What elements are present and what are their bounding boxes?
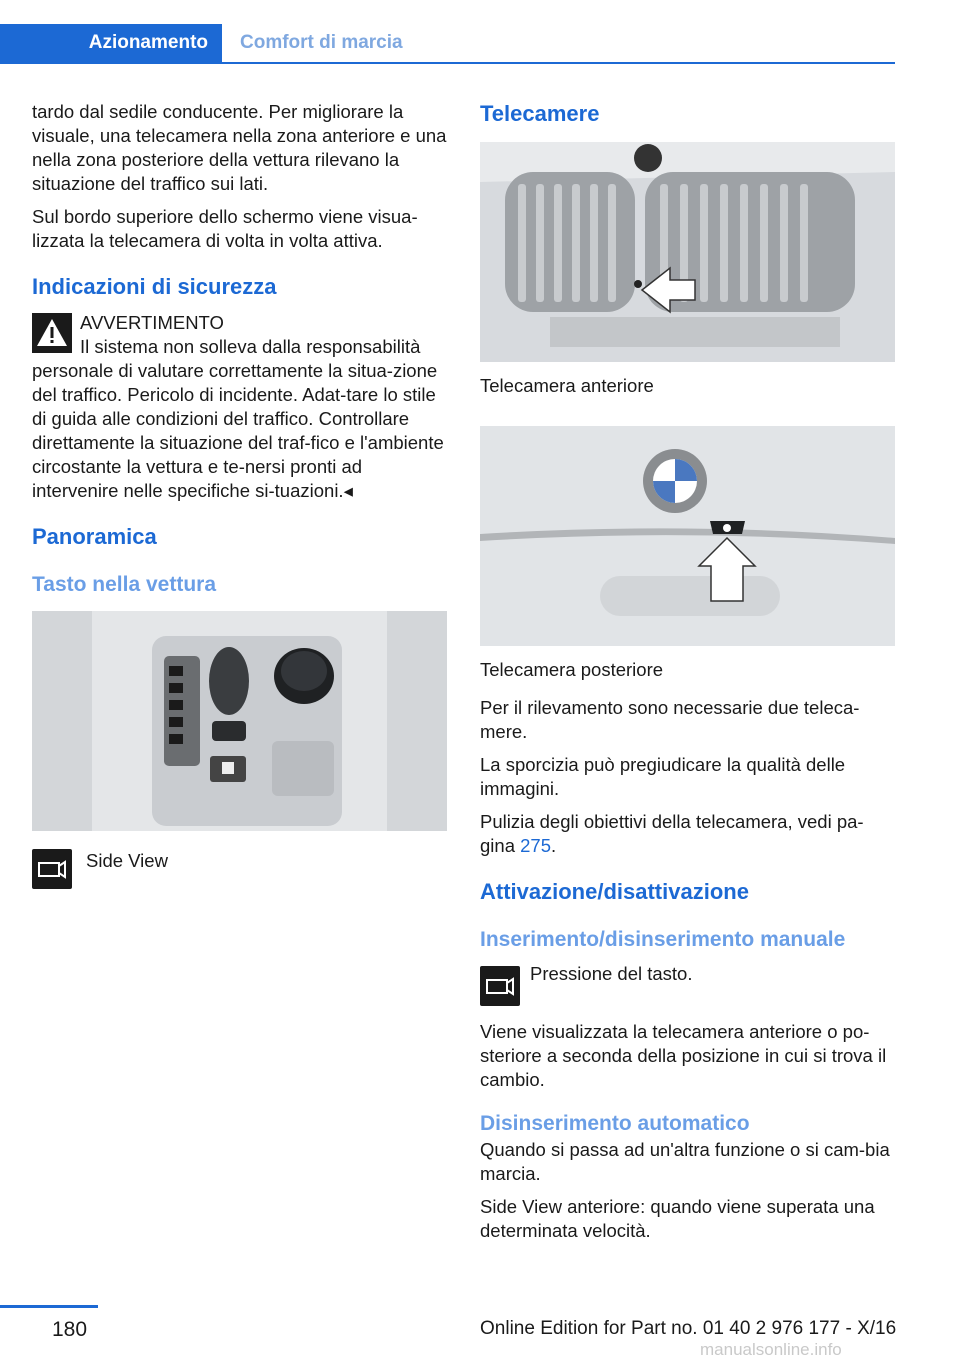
warning-text: Il sistema non solleva dalla responsabilità personale di valutare correttamente la situa-zione del traffico. Pericolo di incidente. Adat-tare lo stile di guida alle condizioni del traffico. Controllare direttamente la situazione del traf-fico e l'ambiente circostante la vettura e te-nersi pronti ad intervenire nelle specifiche si-tuazioni.◂ (32, 336, 444, 501)
two-cameras-paragraph: Per il rilevamento sono necessarie due teleca-mere. (480, 697, 860, 742)
cameras-heading: Telecamere (480, 101, 600, 126)
manual-heading: Inserimento/disinserimento manuale (480, 928, 846, 951)
front-camera-caption: Telecamera anteriore (480, 375, 654, 396)
side-view-button-icon (480, 966, 520, 1006)
cleaning-period: . (551, 835, 557, 856)
dirt-paragraph: La sporcizia può pregiudicare la qualità delle immagini. (480, 754, 846, 799)
intro-paragraph: tardo dal sedile conducente. Per migliorare la visuale, una telecamera nella zona anteriore e una nella zona posteriore della vettura rilevano la situazione del traffico sui lati. (32, 101, 447, 194)
side-view-label: Side View (86, 850, 168, 871)
front-camera-photo (480, 142, 895, 362)
left-column (32, 100, 447, 893)
footer-rule (0, 1305, 98, 1308)
screen-paragraph: Sul bordo superiore dello schermo viene visua-lizzata la telecamera di volta in volta attiva. (32, 206, 418, 251)
warning-block (32, 311, 447, 503)
right-column (480, 100, 895, 1252)
cleaning-paragraph (480, 810, 895, 858)
press-row (480, 962, 895, 1020)
activation-heading: Attivazione/disattivazione (480, 879, 749, 904)
watermark: manualsonline.info (700, 1340, 842, 1359)
auto-paragraph-2: Side View anteriore: quando viene superata una determinata velocità. (480, 1196, 875, 1241)
warning-icon (32, 313, 72, 353)
tab-comfort-di-marcia[interactable]: Comfort di marcia (240, 32, 403, 53)
center-console-photo (32, 611, 447, 831)
warning-title: AVVERTIMENTO (80, 312, 224, 333)
rear-camera-caption: Telecamera posteriore (480, 659, 664, 680)
auto-heading: Disinserimento automatico (480, 1112, 750, 1135)
press-label: Pressione del tasto. (530, 963, 693, 984)
page-number: 180 (52, 1318, 88, 1341)
header-tabs (0, 24, 895, 64)
safety-heading: Indicazioni di sicurezza (32, 274, 277, 299)
rear-camera-photo (480, 426, 895, 646)
shown-paragraph: Viene visualizzata la telecamera anteriore o po-steriore a seconda della posizione in cui si trova il cambio. (480, 1021, 887, 1090)
tab-azionamento[interactable]: Azionamento (0, 24, 222, 62)
footer-edition: Online Edition for Part no. 01 40 2 976 177 - X/16 (480, 1318, 897, 1339)
cleaning-page-link[interactable]: 275 (520, 835, 551, 856)
cleaning-text: Pulizia degli obiettivi della telecamera, vedi pa-gina (480, 811, 864, 856)
side-view-button-icon (32, 849, 72, 889)
auto-paragraph-1: Quando si passa ad un'altra funzione o si cam-bia marcia. (480, 1139, 890, 1184)
side-view-row (32, 849, 447, 893)
button-heading: Tasto nella vettura (32, 573, 216, 596)
overview-heading: Panoramica (32, 524, 157, 549)
